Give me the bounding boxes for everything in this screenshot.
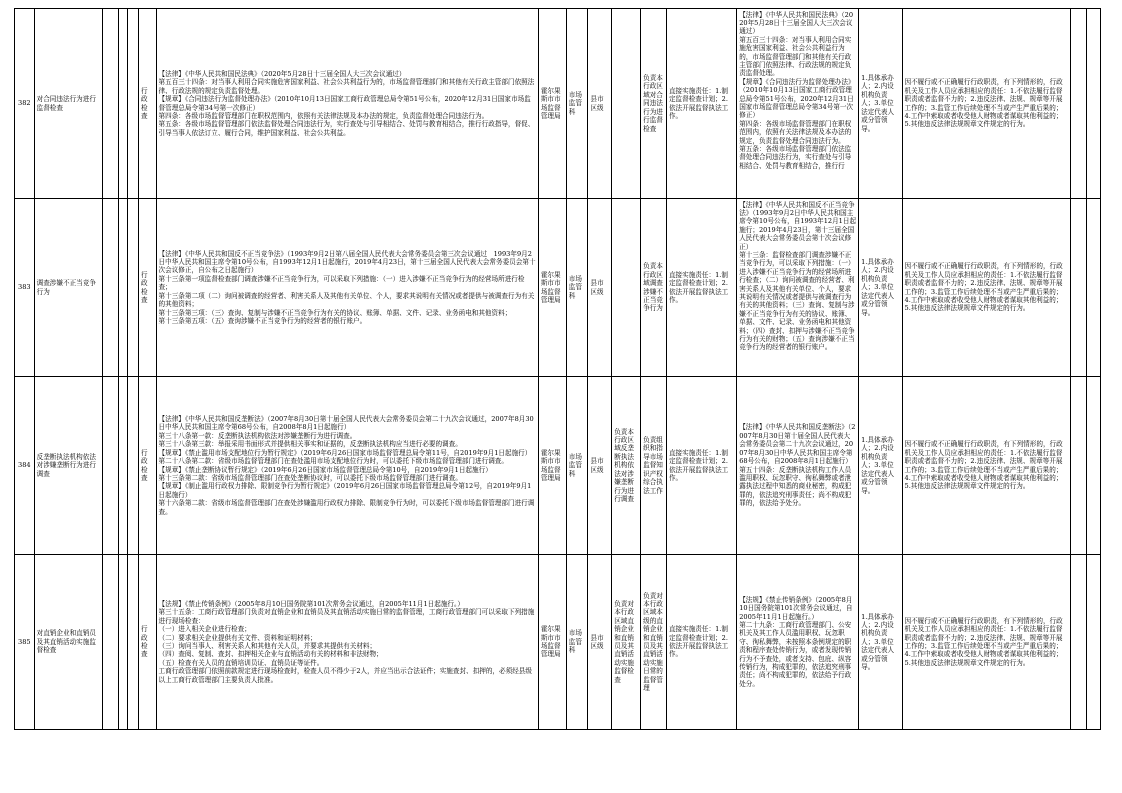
row-number: 382 bbox=[15, 9, 35, 199]
duty: 直接实施责任：1.制定监督检查计划；2.依法开展监督执法工作。 bbox=[666, 9, 736, 199]
accountability-basis: 【法律】《中华人民共和国反不正当竞争法》（1993年9月2日中华人民共和国主席令第10号公布，自1993年12月1日起施行；2019年4月23日，第十三届全国人民代表大会常务委员会第十次会议修正） 第十三条：监督检查部门调查涉嫌不正当竞争行为，可以采取下列措施：（一）进入涉嫌不正当竞争行为的经营场所进行检查；（二）询问被调查的经营者、利害关系人及其他有关单位、个人，要求其说明有关情况或者提供与被调查行为有关的其他资料；（三）查询、复制与涉嫌不正当竞争行为有关的协议、账簿、单据、文件、记录、业务函电和其他资料；（四）查封、扣押与涉嫌不正当竞争行为有关的财物；（五）查询涉嫌不正当竞争行为的经营者的银行账户。 bbox=[737, 199, 859, 377]
duty: 直接实施责任：1.制定监督检查计划；2.依法开展监督执法工作。 bbox=[666, 199, 736, 377]
empty-cell bbox=[119, 555, 127, 730]
subject: 负责本行政区域反垄断执法机构依法对涉嫌垄断行为进行调查 bbox=[612, 377, 641, 555]
empty-cell bbox=[1070, 199, 1087, 377]
empty-cell bbox=[1087, 377, 1101, 555]
empty-cell bbox=[127, 555, 138, 730]
table-row bbox=[15, 377, 1101, 555]
legal-basis: 【法律】《中华人民共和国民法典》（2020年5月28日十三届全国人大三次会议通过） 第五百三十四条：对当事人利用合同实施危害国家利益、社会公共利益行为的，市场监督管理部门和其他有关行政主管部门依照法律、行政法规的规定负责监督处理。 【规章】《合同违法行为监督处理办法》（2010年10月13日国家工商行政管理总局令第51号公布，2020年12月31日国家市场监督管理总局令第34号第一次修正） 第四条：各级市场监督管理部门在职权范围内，依照有关法律法规及本办法的规定，负责监督处理合同违法行为。 第五条：各级市场监督管理部门依法监督处理合同违法行为，实行查处与引导相结合、处罚与教育相结合，推行行政指导，督促、引导当事人依法订立、履行合同，维护国家利益、社会公共利益。 bbox=[156, 9, 538, 199]
legal-basis: 【法律】《中华人民共和国反不正当竞争法》（1993年9月2日第八届全国人民代表大会常务委员会第三次会议通过 1993年9月2日中华人民共和国主席令第10号公布，自1993年12月1日起施行，2019年4月23日，第十三届全国人民代表大会常务委员会第十次会议修正，自公布之日起施行） 第十三条第一项监督检查部门调查涉嫌不正当竞争行为，可以采取下列措施：（一）进入涉嫌不正当竞争行为的经营场所进行检查； 第十三条第二项（二）询问被调查的经营者、利害关系人及其他有关单位、个人，要求其说明有关情况或者提供与被调查行为有关的其他资料； 第十三条第三项：（三）查询、复制与涉嫌不正当竞争行为有关的协议、账簿、单据、文件、记录、业务函电和其他资料； 第十三条第五项：（五）查询涉嫌不正当竞争行为的经营者的银行账户。 bbox=[156, 199, 538, 377]
level: 县市区级 bbox=[588, 9, 612, 199]
subject-secondary: 负责组织和指导市场监督知识产权综合执法工作 bbox=[641, 377, 667, 555]
office: 市场监管科 bbox=[566, 555, 588, 730]
empty-cell bbox=[102, 199, 119, 377]
empty-cell bbox=[119, 199, 127, 377]
duty: 直接实施责任：1.制定监督检查计划；2.依法开展监督执法工作。 bbox=[666, 555, 736, 730]
item-name: 对直销企业和直销员及其直销活动实施监督检查 bbox=[34, 555, 102, 730]
legal-basis: 【法律】《中华人民共和国反垄断法》（2007年8月30日第十届全国人民代表大会常务委员会第二十九次会议通过，2007年8月30日中华人民共和国主席令第68号公布，自2008年8月1日起施行） 第三十八条第一款：反垄断执法机构依法对涉嫌垄断行为进行调查。 第三十八条第三款：举报采用书面形式并提供相关事实和证据的，反垄断执法机构应当进行必要的调查。 【规章】《禁止滥用市场支配地位行为暂行规定》（2019年6月26日国家市场监督管理总局令第11号，自2019年9月1日起施行） 第二十八条第二款：省级市场监督管理部门在查处滥用市场支配地位行为时，可以委托下级市场监督管理部门进行调查。 【规章】《禁止垄断协议暂行规定》（2019年6月26日国家市场监督管理总局令第10号，自2019年9月1日起施行） 第十三条第二款：省级市场监督管理部门在查处垄断协议时，可以委托下级市场监督管理部门进行调查。 【规章】《制止滥用行政权力排除、限制竞争行为暂行规定》（2019年6月26日国家市场监督管理总局令第12号，自2019年9月1日起施行） 第十六条第二款：省级市场监督管理部门在查处涉嫌滥用行政权力排除、限制竞争行为时，可以委托下级市场监督管理部门进行调查。 bbox=[156, 377, 538, 555]
item-type: 行政检查 bbox=[138, 377, 156, 555]
accountability-basis: 【法规】《禁止传销条例》（2005年8月10日国务院第101次常务会议通过，自2005年11月1日起施行。） 第二十九条：工商行政管理部门、公安机关及其工作人员滥用职权、玩忽职守、徇私舞弊，未按照本条例规定的职责和程序查处传销行为，或者发现传销行为不予查处，或者支持、包庇、纵容传销行为，构成犯罪的，依法追究刑事责任；尚不构成犯罪的，依法给予行政处分。 bbox=[737, 555, 859, 730]
item-type: 行政检查 bbox=[138, 199, 156, 377]
table-row bbox=[15, 555, 1101, 730]
empty-cell bbox=[119, 9, 127, 199]
department: 霍尔果斯市市场监督管理局 bbox=[538, 555, 566, 730]
accountability-conditions: 因不履行或不正确履行行政职责，有下列情形的，行政机关及工作人员应承担相应的责任：1.不依法履行监督职责或者监督不力的；2.违反法律、法规、规章等开展工作的；3.监管工作后续处理不当或产生严重后果的；4.工作中索取或者收受他人财物或者谋取其他利益的；5.其他违反法律法规规章文件规定的行为。 bbox=[902, 199, 1070, 377]
empty-cell bbox=[1087, 199, 1101, 377]
empty-cell bbox=[612, 199, 641, 377]
subject: 负责本行政区域对合同违法行为进行监督检查 bbox=[641, 9, 667, 199]
subject: 负责本行政区域调查涉嫌不正当竞争行为 bbox=[641, 199, 667, 377]
table-row bbox=[15, 9, 1101, 199]
empty-cell bbox=[102, 555, 119, 730]
row-number: 384 bbox=[15, 377, 35, 555]
empty-cell bbox=[1087, 555, 1101, 730]
table-row bbox=[15, 199, 1101, 377]
empty-cell bbox=[127, 377, 138, 555]
item-name: 反垄断执法机构依法对涉嫌垄断行为进行调查 bbox=[34, 377, 102, 555]
accountability-basis: 【法律】《中华人民共和国民法典》（2020年5月28日十三届全国人大三次会议通过） 第五百三十四条：对当事人利用合同实施危害国家利益、社会公共利益行为的，市场监督管理部门和其他有关行政主管部门依照法律、行政法规的规定负责监督处理。 【规章】《合同违法行为监督处理办法》（2010年10月13日国家工商行政管理总局令第51号公布，2020年12月31日国家市场监督管理总局令第34号第一次修正） 第四条：各级市场监督管理部门在职权范围内，依照有关法律法规及本办法的规定，负责监督处理合同违法行为。 第五条：各级市场监督管理部门依法监督处理合同违法行为，实行查处与引导相结合、处罚与教育相结合，推行行 bbox=[737, 9, 859, 199]
empty-cell bbox=[1070, 9, 1087, 199]
row-number: 385 bbox=[15, 555, 35, 730]
duty: 直接实施责任：1.制定监督检查计划；2.依法开展监督执法工作。 bbox=[666, 377, 736, 555]
accountability-conditions: 因不履行或不正确履行行政职责，有下列情形的，行政机关及工作人员应承担相应的责任：1.不依法履行监督职责或者监督不力的；2.违反法律、法规、规章等开展工作的；3.监管工作后续处理不当或产生严重后果的；4.工作中索取或者收受他人财物或者谋取其他利益的；5.其他违反法律法规规章文件规定的行为。 bbox=[902, 377, 1070, 555]
empty-cell bbox=[612, 9, 641, 199]
level: 县市区级 bbox=[588, 555, 612, 730]
legal-basis: 【法规】《禁止传销条例》（2005年8月10日国务院第101次常务会议通过，自2005年11月1日起施行。） 第三十五条：工商行政管理部门负责对直销企业和直销员及其直销活动实施日常的监督管理，工商行政管理部门可以采取下列措施进行现场检查： （一）进入相关企业进行检查； （二）要求相关企业提供有关文件、资料和证明材料； （三）询问当事人、利害关系人和其他有关人员，并要求其提供有关材料； （四）查阅、复制、查封、扣押相关企业与直销活动有关的材料和非法财物； （五）检查有关人员的直销培训员证、直销员证等证件。 工商行政管理部门依照前款规定进行现场检查时，检查人员不得少于2人，并应当出示合法证件；实施查封、扣押的，必须经县级以上工商行政管理部门主要负责人批准。 bbox=[156, 555, 538, 730]
empty-cell bbox=[1070, 377, 1087, 555]
office: 市场监管科 bbox=[566, 377, 588, 555]
empty-cell bbox=[102, 377, 119, 555]
item-type: 行政检查 bbox=[138, 9, 156, 199]
subject: 负责对本行政区域直销企业和直销员及其直销活动实施监督检查 bbox=[612, 555, 641, 730]
row-number: 383 bbox=[15, 199, 35, 377]
accountability-conditions: 因不履行或不正确履行行政职责，有下列情形的，行政机关及工作人员应承担相应的责任：1.不依法履行监督职责或者监督不力的；2.违反法律、法规、规章等开展工作的；3.监管工作后续处理不当或产生严重后果的；4.工作中索取或者收受他人财物或者谋取其他利益的；5.其他违反法律法规规章文件规定的行为。 bbox=[902, 9, 1070, 199]
accountable-persons: 1.具体承办人；2.内设机构负责人；3.单位法定代表人或分管领导。 bbox=[859, 9, 902, 199]
empty-cell bbox=[1087, 9, 1101, 199]
empty-cell bbox=[119, 377, 127, 555]
office: 市场监管科 bbox=[566, 199, 588, 377]
item-name: 调查涉嫌不正当竞争行为 bbox=[34, 199, 102, 377]
accountable-persons: 1.具体承办人；2.内设机构负责人；3.单位法定代表人或分管领导。 bbox=[859, 377, 902, 555]
empty-cell bbox=[127, 9, 138, 199]
empty-cell bbox=[102, 9, 119, 199]
empty-cell bbox=[1070, 555, 1087, 730]
department: 霍尔果斯市市场监督管理局 bbox=[538, 377, 566, 555]
subject-secondary: 负责对本行政区域本级的直销企业和直销员及其直销活动实施日常的监督管理 bbox=[641, 555, 667, 730]
accountability-basis: 【法律】《中华人民共和国反垄断法》（2007年8月30日第十届全国人民代表大会常务委员会第二十九次会议通过，2007年8月30日中华人民共和国主席令第68号公布，自2008年8月1日起施行） 第五十四条：反垄断执法机构工作人员滥用职权、玩忽职守、徇私舞弊或者泄露执法过程中知悉的商业秘密，构成犯罪的，依法追究刑事责任；尚不构成犯罪的，依法给予处分。 bbox=[737, 377, 859, 555]
department: 霍尔果斯市市场监督管理局 bbox=[538, 9, 566, 199]
office: 市场监管科 bbox=[566, 9, 588, 199]
empty-cell bbox=[127, 199, 138, 377]
responsibility-table bbox=[14, 8, 1101, 730]
accountability-conditions: 因不履行或不正确履行行政职责，有下列情形的，行政机关及工作人员应承担相应的责任：1.不依法履行监督职责或者监督不力的；2.违反法律、法规、规章等开展工作的；3.监管工作后续处理不当或产生严重后果的；4.工作中索取或者收受他人财物或者谋取其他利益的；5.其他违反法律法规规章文件规定的行为。 bbox=[902, 555, 1070, 730]
accountable-persons: 1.具体承办人；2.内设机构负责人；3.单位法定代表人或分管领导。 bbox=[859, 199, 902, 377]
accountable-persons: 1.具体承办人；2.内设机构负责人；3.单位法定代表人或分管领导。 bbox=[859, 555, 902, 730]
item-name: 对合同违法行为进行监督检查 bbox=[34, 9, 102, 199]
level: 县市区级 bbox=[588, 377, 612, 555]
item-type: 行政检查 bbox=[138, 555, 156, 730]
level: 县市区级 bbox=[588, 199, 612, 377]
department: 霍尔果斯市市场监督管理局 bbox=[538, 199, 566, 377]
